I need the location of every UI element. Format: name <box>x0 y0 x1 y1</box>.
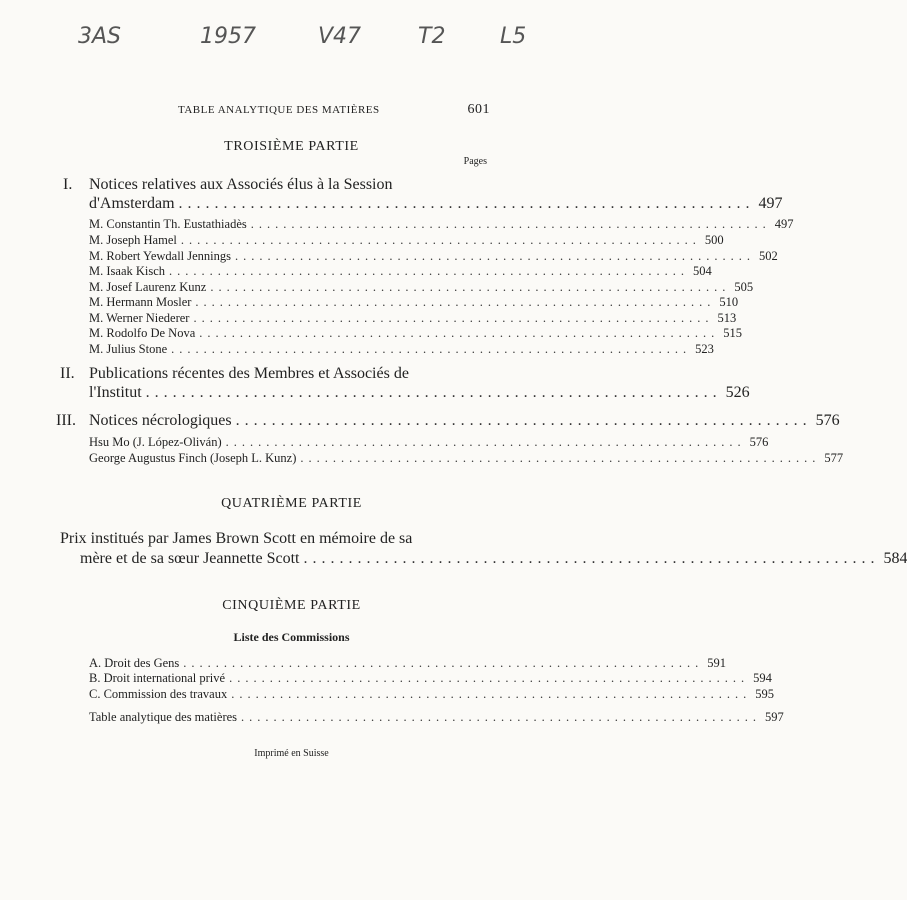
toc-entry[interactable] <box>89 264 712 279</box>
part-four-line1: Prix institués par James Brown Scott en mémoire de sa <box>60 530 413 547</box>
toc-entry[interactable] <box>89 656 727 671</box>
toc-entry[interactable] <box>89 326 742 341</box>
entry-page: 500 <box>704 233 724 247</box>
leader-dots: ................................................................ <box>169 264 690 278</box>
part-four-page: 584 <box>883 550 907 567</box>
toc-entry[interactable] <box>89 451 844 466</box>
part-four-entry[interactable] <box>80 550 907 568</box>
leader-dots: ................................................................ <box>193 311 714 325</box>
leader-dots: ................................................................ <box>210 280 731 294</box>
entry-label: M. Joseph Hamel <box>89 233 177 247</box>
page-number: 601 <box>467 102 490 117</box>
entry-page: 502 <box>759 249 778 263</box>
toc-entry[interactable] <box>89 233 724 248</box>
toc-entry[interactable] <box>89 280 754 295</box>
entry-label: M. Rodolfo De Nova <box>89 326 196 340</box>
leader-dots: ................................................................ <box>250 217 771 231</box>
section-2-entry[interactable] <box>89 384 750 402</box>
entry-page: 497 <box>774 217 794 231</box>
leader-dots: ................................................................ <box>199 326 720 340</box>
section-3-entry[interactable] <box>89 412 840 430</box>
entry-page: 597 <box>765 710 784 724</box>
leader-dots: ................................................................ <box>235 249 756 263</box>
leader-dots: ................................................................ <box>241 710 762 724</box>
toc-entry[interactable] <box>89 342 714 357</box>
entry-label: Table analytique des matières <box>89 710 238 724</box>
toc-entry[interactable] <box>89 671 772 686</box>
part-five-title: CINQUIÈME PARTIE <box>222 598 361 613</box>
leader-dots: ................................................................ <box>183 656 704 670</box>
entry-label: C. Commission des travaux <box>89 687 228 701</box>
entry-label: A. Droit des Gens <box>89 656 180 670</box>
leader-dots: ................................................................ <box>303 550 880 567</box>
toc-entry[interactable] <box>89 217 794 232</box>
leader-dots: ................................................................ <box>231 687 752 701</box>
handwritten-note-5: L5 <box>500 24 527 49</box>
entry-page: 591 <box>707 656 727 670</box>
leader-dots: ................................................................ <box>195 295 716 309</box>
entry-label: M. Robert Yewdall Jennings <box>89 249 232 263</box>
handwritten-note-1: 3AS <box>78 24 122 49</box>
entry-label: B. Droit international privé <box>89 671 226 685</box>
part-four-title: QUATRIÈME PARTIE <box>221 496 362 511</box>
entry-page: 595 <box>755 687 774 701</box>
entry-page: 577 <box>824 451 844 465</box>
leader-dots: ................................................................ <box>235 412 812 429</box>
pages-label: Pages <box>463 156 487 167</box>
entry-page: 505 <box>734 280 754 294</box>
leader-dots: ................................................................ <box>229 671 750 685</box>
leader-dots: ................................................................ <box>178 195 755 212</box>
leader-dots: ................................................................ <box>171 342 692 356</box>
running-head-title: TABLE ANALYTIQUE DES MATIÈRES <box>178 104 380 116</box>
section-1-title-line2: d'Amsterdam <box>89 195 175 212</box>
leader-dots: ................................................................ <box>180 233 701 247</box>
entry-label: M. Constantin Th. Eustathiadès <box>89 217 247 231</box>
toc-entry[interactable] <box>89 311 737 326</box>
part-three-title: TROISIÈME PARTIE <box>224 139 359 154</box>
entry-page: 576 <box>749 435 769 449</box>
entry-page: 594 <box>753 671 772 685</box>
entry-label: M. Josef Laurenz Kunz <box>89 280 207 294</box>
entry-label: M. Werner Niederer <box>89 311 190 325</box>
toc-entry[interactable] <box>89 249 778 264</box>
entry-page: 504 <box>693 264 712 278</box>
toc-entry-table[interactable] <box>89 710 784 725</box>
commissions-subtitle: Liste des Commissions <box>233 630 350 644</box>
section-2-page: 526 <box>725 384 750 401</box>
part-four-line2: mère et de sa sœur Jeannette Scott <box>80 550 300 567</box>
section-2-title-line2: l'Institut <box>89 384 142 401</box>
section-3-title: Notices nécrologiques <box>89 412 232 429</box>
toc-entry[interactable] <box>89 687 774 702</box>
leader-dots: ................................................................ <box>225 435 746 449</box>
leader-dots: ................................................................ <box>300 451 821 465</box>
entry-page: 515 <box>723 326 742 340</box>
entry-page: 523 <box>695 342 714 356</box>
toc-entry[interactable] <box>89 295 739 310</box>
section-2-title-line1: Publications récentes des Membres et Associés de <box>89 365 409 382</box>
entry-label: M. Hermann Mosler <box>89 295 192 309</box>
section-1-entry[interactable] <box>89 195 783 213</box>
section-1-numeral: I. <box>63 176 73 193</box>
entry-label: M. Julius Stone <box>89 342 168 356</box>
section-2-numeral: II. <box>60 365 75 382</box>
handwritten-note-4: T2 <box>418 24 446 49</box>
toc-entry[interactable] <box>89 435 769 450</box>
entry-page: 510 <box>719 295 739 309</box>
leader-dots: ................................................................ <box>145 384 722 401</box>
handwritten-annotation <box>0 14 583 64</box>
section-3-page: 576 <box>815 412 840 429</box>
handwritten-note-3: V47 <box>318 24 362 49</box>
entry-label: George Augustus Finch (Joseph L. Kunz) <box>89 451 297 465</box>
section-1-title-line1: Notices relatives aux Associés élus à la Session <box>89 176 393 193</box>
imprint: Imprimé en Suisse <box>254 748 329 759</box>
handwritten-note-2: 1957 <box>200 24 256 49</box>
section-1-page: 497 <box>758 195 783 212</box>
entry-label: Hsu Mo (J. López-Oliván) <box>89 435 222 449</box>
entry-page: 513 <box>717 311 737 325</box>
entry-label: M. Isaak Kisch <box>89 264 166 278</box>
section-3-numeral: III. <box>56 412 76 429</box>
